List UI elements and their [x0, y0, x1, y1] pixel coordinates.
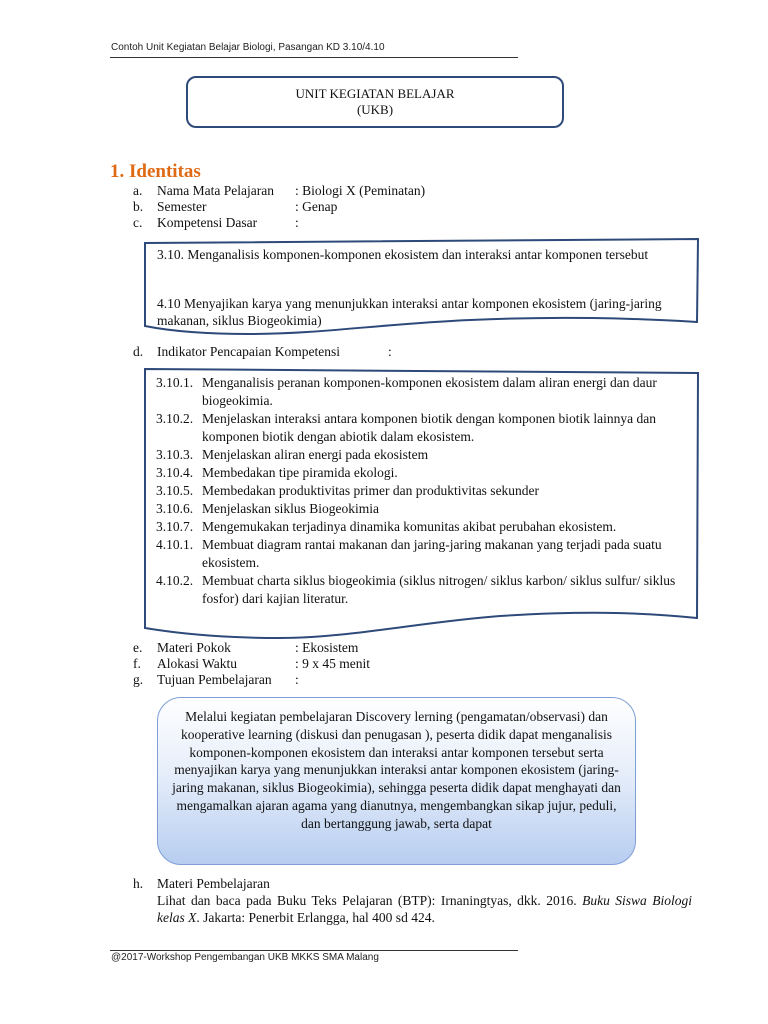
identity-key: Semester — [157, 199, 207, 214]
indicator-number: 3.10.6. — [156, 501, 194, 516]
identity-value: : Biologi X (Peminatan) — [295, 183, 426, 198]
identity-key: Materi Pokok — [157, 640, 231, 655]
indicator-number: 3.10.2. — [156, 411, 194, 426]
identity-letter: d. — [133, 344, 144, 359]
identity-key: Indikator Pencapaian Kompetensi — [157, 344, 340, 359]
identity-letter: h. — [133, 876, 144, 891]
indicator-text: Membuat diagram rantai makanan dan jaring-jaring makanan yang terjadi pada suatu ekosistem. — [202, 537, 662, 570]
list-item — [156, 446, 691, 464]
indicator-number: 4.10.1. — [156, 537, 194, 552]
identity-value: : Genap — [295, 199, 338, 214]
identity-value: : — [388, 344, 392, 359]
indicator-text: Menganalisis peranan komponen-komponen ekosistem dalam aliran energi dan daur biogeokimia. — [202, 375, 657, 408]
indicator-text: Membedakan tipe piramida ekologi. — [202, 465, 398, 480]
indicator-text: Menjelaskan siklus Biogeokimia — [202, 501, 379, 516]
learning-goal-box — [157, 697, 636, 865]
kd-item-4-10: 4.10 Menyajikan karya yang menunjukkan interaksi antar komponen ekosistem (jaring-jaring makanan, siklus Biogeokimia) — [157, 296, 662, 328]
identity-value: : — [295, 672, 299, 687]
indicator-text: Membedakan produktivitas primer dan produktivitas sekunder — [202, 483, 540, 498]
identity-value: : — [295, 215, 299, 230]
identity-key: Kompetensi Dasar — [157, 215, 258, 230]
identity-key: Tujuan Pembelajaran — [157, 672, 272, 687]
indicator-number: 3.10.5. — [156, 483, 194, 498]
identity-letter: g. — [133, 672, 144, 687]
footer-rule — [110, 950, 518, 951]
identity-letter: c. — [133, 215, 143, 230]
learning-goal-text: Melalui kegiatan pembelajaran Discovery lerning (pengamatan/observasi) dan kooperative learning (diskusi dan penugasan ), peserta didik dapat menganalisis komponen-komponen ekosistem dan interaksi antar komponen tersebut serta menyajikan karya yang menunjukkan interaksi antar komponen ekosistem (jaring-jaring makanan, siklus Biogeokimia), sehingga peserta didik dapat menghayati dan mengamalkan ajaran agama yang dianutnya, mengembangkan sikap jujur, peduli, dan bertanggung jawab, serta dapat — [172, 709, 621, 831]
list-item — [156, 536, 691, 572]
kd-item-3-10: 3.10. Menganalisis komponen-komponen ekosistem dan interaksi antar komponen tersebut — [157, 247, 649, 262]
reference-prefix: Lihat dan baca pada Buku Teks Pelajaran (BTP): Irnaningtyas, dkk. 2016. — [157, 893, 577, 908]
indicator-number: 3.10.7. — [156, 519, 194, 534]
page-footer: @2017-Workshop Pengembangan UKB MKKS SMA Malang — [111, 952, 379, 963]
indicator-number: 3.10.4. — [156, 465, 194, 480]
indicator-number: 3.10.3. — [156, 447, 194, 462]
section-title: 1. Identitas — [110, 161, 201, 182]
indicator-text: Menjelaskan interaksi antara komponen biotik dengan komponen biotik lainnya dan komponen biotik dengan abiotik dalam ekosistem. — [202, 411, 657, 444]
reference-suffix: . Jakarta: Penerbit Erlangga, hal 400 sd 424. — [196, 910, 435, 925]
identity-key: Materi Pembelajaran — [157, 876, 270, 891]
materi-pembelajaran-body — [157, 892, 692, 926]
list-item — [156, 464, 691, 482]
indicator-text: Menjelaskan aliran energi pada ekosistem — [202, 447, 429, 462]
book-title: Buku Siswa Biologi kelas X — [157, 893, 692, 925]
identity-key: Nama Mata Pelajaran — [157, 183, 274, 198]
list-item — [156, 374, 691, 410]
page-header: Contoh Unit Kegiatan Belajar Biologi, Pasangan KD 3.10/4.10 — [111, 42, 385, 53]
identity-value: : 9 x 45 menit — [295, 656, 370, 671]
indicator-list — [156, 374, 691, 608]
list-item — [156, 518, 691, 536]
identity-value: : Ekosistem — [295, 640, 359, 655]
list-item — [156, 410, 691, 446]
identity-letter: b. — [133, 199, 144, 214]
identity-letter: f. — [133, 656, 141, 671]
list-item — [156, 482, 691, 500]
list-item — [156, 500, 691, 518]
indicator-number: 3.10.1. — [156, 375, 194, 390]
indicator-text: Membuat charta siklus biogeokimia (siklus nitrogen/ siklus karbon/ siklus sulfur/ siklus fosfor) dari kajian literatur. — [202, 573, 676, 606]
indicator-number: 4.10.2. — [156, 573, 194, 588]
title-line-1: UNIT KEGIATAN BELAJAR — [295, 86, 455, 101]
identity-letter: e. — [133, 640, 143, 655]
identity-key: Alokasi Waktu — [157, 656, 238, 671]
identity-letter: a. — [133, 183, 143, 198]
indicator-text: Mengemukakan terjadinya dinamika komunitas akibat perubahan ekosistem. — [202, 519, 617, 534]
list-item — [156, 572, 691, 608]
title-line-2: (UKB) — [356, 102, 394, 117]
